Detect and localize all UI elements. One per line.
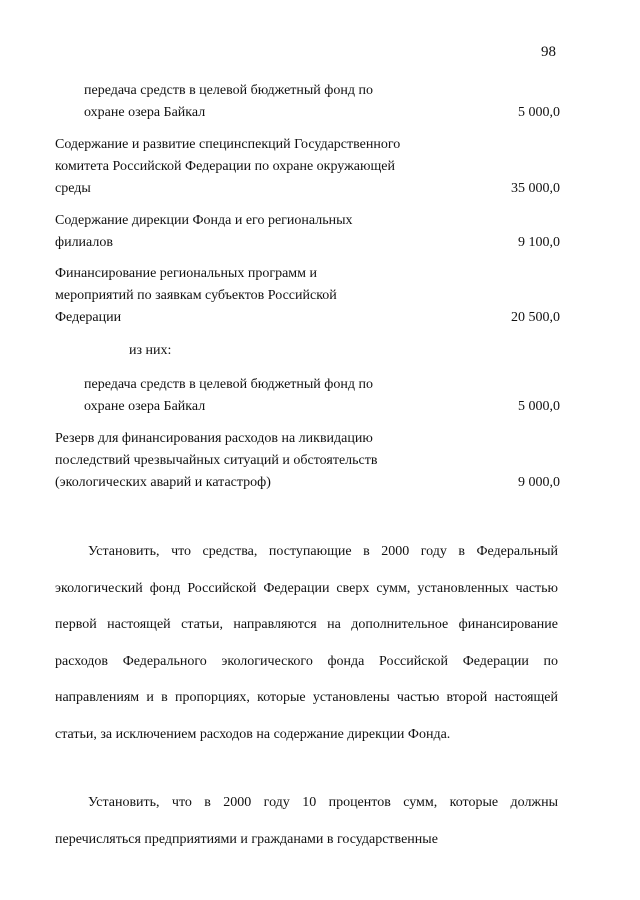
budget-item-description: Финансирование региональных программ и мероприятий по заявкам субъектов Российской Федерации (55, 266, 337, 325)
budget-item-emergency-reserve (55, 428, 560, 494)
paragraph-excess-funds: Установить, что средства, поступающие в 2000 году в Федеральный экологический фонд Российской Федерации сверх сумм, установленных частью первой настоящей статьи, направляются на дополнительное финансирование расходов Федерального экологического фонда Российской Федерации по направлениям и в пропорциях, которые установлены частью второй настоящей статьи, за исключением расходов на содержание дирекции Фонда. (55, 544, 558, 742)
budget-item-description: Содержание и развитие специнспекций Государственного комитета Российской Федерации по охране окружающей среды (55, 137, 401, 196)
budget-item-description: передача средств в целевой бюджетный фонд по охране озера Байкал (84, 83, 373, 120)
sub-label-of-which: из них: (129, 343, 172, 358)
budget-item-amount: 20 500,0 (511, 310, 560, 325)
budget-item-regional-programs (55, 263, 560, 329)
budget-item-description: Содержание дирекции Фонда и его региональных филиалов (55, 213, 353, 250)
budget-item-amount: 5 000,0 (518, 105, 560, 120)
budget-item-baikal-transfer (84, 80, 560, 124)
budget-item-special-inspections (55, 134, 560, 200)
budget-item-amount: 5 000,0 (518, 399, 560, 414)
budget-item-fund-directorate (55, 210, 560, 254)
budget-item-baikal-transfer-2 (84, 374, 560, 418)
page-number: 98 (541, 44, 556, 60)
budget-item-description: Резерв для финансирования расходов на ликвидацию последствий чрезвычайных ситуаций и обстоятельств (экологических аварий и катастроф) (55, 431, 378, 490)
paragraph-ten-percent: Установить, что в 2000 году 10 процентов сумм, которые должны перечисляться предприятиями и гражданами в государственные (55, 795, 558, 847)
budget-item-amount: 35 000,0 (511, 181, 560, 196)
budget-item-amount: 9 000,0 (518, 475, 560, 490)
budget-item-description: передача средств в целевой бюджетный фонд по охране озера Байкал (84, 377, 373, 414)
budget-item-amount: 9 100,0 (518, 235, 560, 250)
